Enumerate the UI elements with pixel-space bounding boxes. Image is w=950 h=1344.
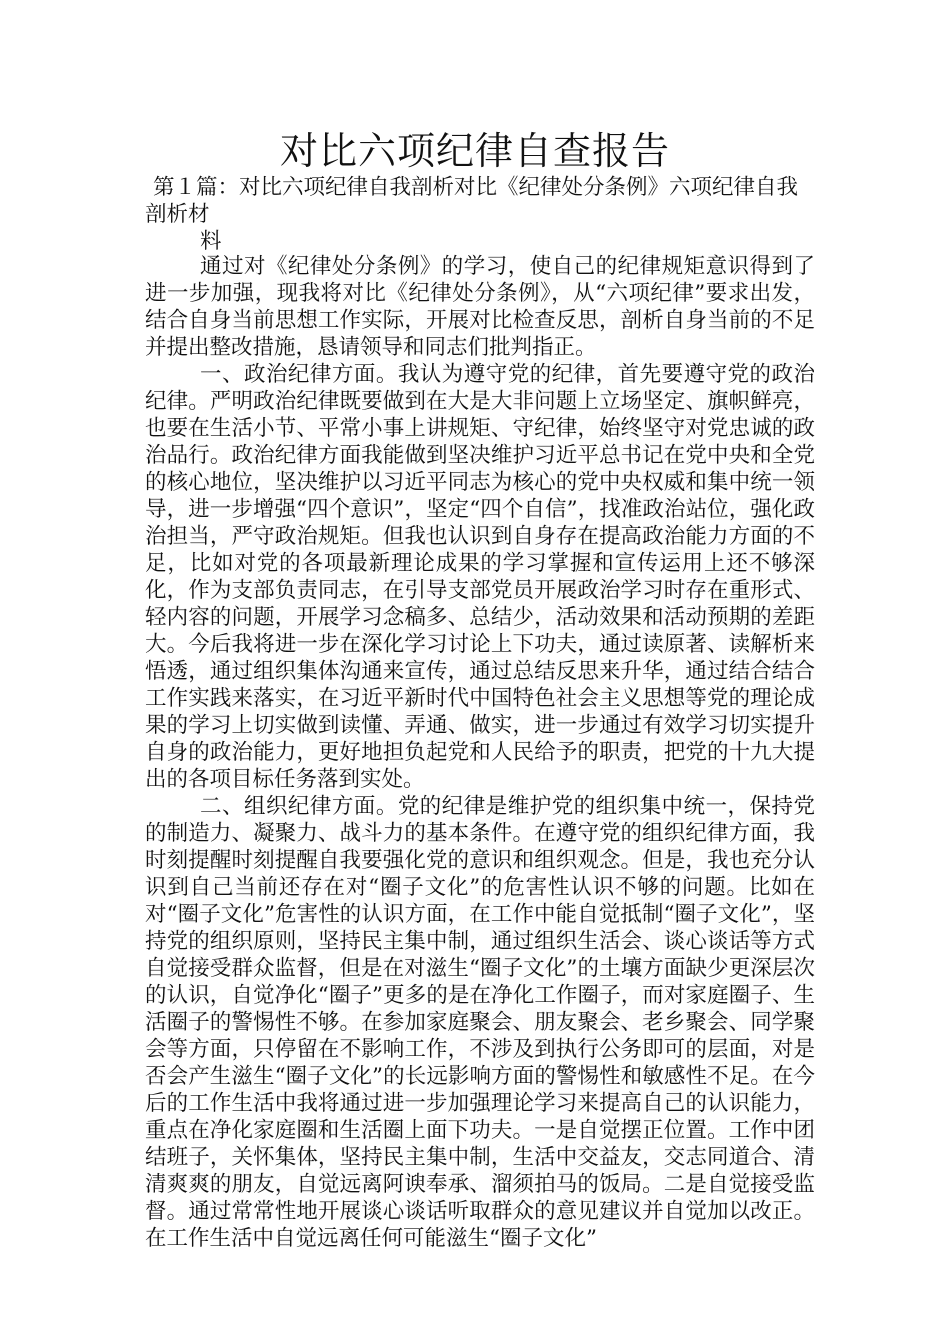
paragraph-organizational-discipline: 二、组织纪律方面。党的纪律是维护党的组织集中统一，保持党的制造力、凝聚力、战斗力的基本条件。在遵守党的组织纪律方面，我时刻提醒时刻提醒自我要强化党的意识和组织观念。但是，我也充分认识到自己当前还存在对“圈子文化”的危害性认识不够的问题。比如在对“圈子文化”危害性的认识方面，在工作中能自觉抵制“圈子文化”，坚持党的组织原则，坚持民主集中制，通过组织生活会、谈心谈话等方式自觉接受群众监督，但是在对滋生“圈子文化”的土壤方面缺少更深层次的认识，自觉净化“圈子”更多的是在净化工作圈子，而对家庭圈子、生活圈子的警惕性不够。在参加家庭聚会、朋友聚会、老乡聚会、同学聚会等方面，只停留在不影响工作，不涉及到执行公务即可的层面，对是否会产生滋生“圈子文化”的长远影响方面的警惕性和敏感性不足。在今后的工作生活中我将通过进一步加强理论学习来提高自己的认识能力，重点在净化家庭圈和生活圈上面下功夫。一是自觉摆正位置。工作中团结班子，关怀集体，坚持民主集中制，生活中交益友，交志同道合、清清爽爽的朋友，自觉远离阿谀奉承、溜须拍马的饭局。二是自觉接受监督。通过常常性地开展谈心谈话听取群众的意见建议并自觉加以改正。在工作生活中自觉远离任何可能滋生“圈子文化” [145, 794, 815, 1251]
paragraph-intro: 通过对《纪律处分条例》的学习，使自己的纪律规矩意识得到了进一步加强，现我将对比《纪律处分条例》，从“六项纪律”要求出发，结合自身当前思想工作实际，开展对比检查反思，剖析自身当前的不足并提出整改措施，恳请领导和同志们批判指正。 [145, 254, 815, 360]
document-subtitle: 第１篇：对比六项纪律自我剖析对比《纪律处分条例》六项纪律自我剖析材 [145, 175, 799, 227]
document-body [145, 253, 815, 1252]
document-subtitle-tail: 料 [200, 229, 222, 254]
document-title: 对比六项纪律自查报告 [279, 129, 670, 173]
paragraph-political-discipline: 一、政治纪律方面。我认为遵守党的纪律，首先要遵守党的政治纪律。严明政治纪律既要做到在大是大非问题上立场坚定、旗帜鲜亮，也要在生活小节、平常小事上讲规矩、守纪律，始终坚守对党忠诚的政治品行。政治纪律方面我能做到坚决维护习近平总书记在党中央和全党的核心地位，坚决维护以习近平同志为核心的党中央权威和集中统一领导，进一步增强“四个意识”，坚定“四个自信”，找准政治站位，强化政治担当，严守政治规矩。但我也认识到自身存在提高政治能力方面的不足，比如对党的各项最新理论成果的学习掌握和宣传运用上还不够深化，作为支部负责同志，在引导支部党员开展政治学习时存在重形式、轻内容的问题，开展学习念稿多、总结少，活动效果和活动预期的差距大。今后我将进一步在深化学习讨论上下功夫，通过读原著、读解析来悟透，通过组织集体沟通来宣传，通过总结反思来升华，通过结合结合工作实践来落实，在习近平新时代中国特色社会主义思想等党的理论成果的学习上切实做到读懂、弄通、做实，进一步通过有效学习切实提升自身的政治能力，更好地担负起党和人民给予的职责，把党的十九大提出的各项目标任务落到实处。 [145, 362, 815, 792]
